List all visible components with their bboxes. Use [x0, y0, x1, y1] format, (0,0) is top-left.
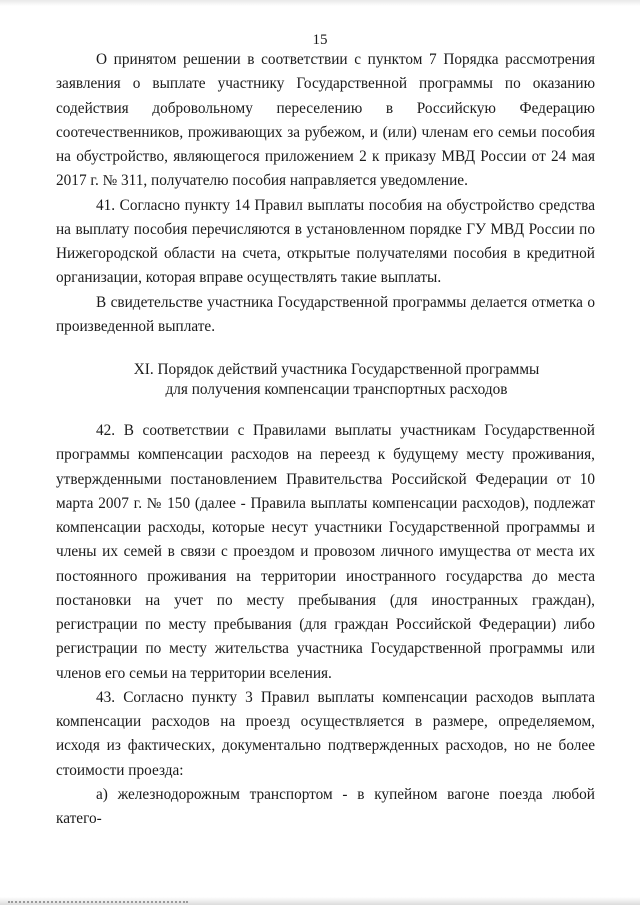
paragraph-certificate-mark: В свидетельстве участника Государственной программы делается отметка о произведенной выплате. — [56, 293, 595, 335]
paragraph-43: 43. Согласно пункту 3 Правил выплаты компенсации расходов выплата компенсации расходов на проезд осуществляется в размере, определяемом, исходя из фактических, документально подтвержденных расходов, но не более стоимости проезда: — [56, 688, 595, 779]
section-heading-line-2: для получения компенсации транспортных расходов — [165, 380, 508, 398]
scan-edge-top — [0, 0, 640, 6]
section-heading — [56, 360, 595, 399]
paragraph-41: 41. Согласно пункту 14 Правил выплаты пособия на обустройство средства на выплату пособия перечисляются в установленном порядке ГУ МВД России по Нижегородской области на счета, открытые получателями пособия в кредитной организации, которая вправе осуществлять такие выплаты. — [56, 196, 595, 287]
scan-artifact — [8, 899, 188, 903]
paragraph-42: 42. В соответствии с Правилами выплаты участникам Государственной программы компенсации расходов на переезд к будущему месту проживания, утвержденными постановлением Правительства Российской Федерации от 10 марта 2007 г. № 150 (далее - Правила выплаты компенсации расходов), подлежат компенсации расходы, которые несут участники Государственной программы и члены их семей в связи с проездом и провозом личного имущества от места их постоянного проживания на территории иностранного государства до места постановки на учет по месту пребывания (для иностранных граждан), регистрации по месту пребывания (для граждан Российской Федерации) либо регистрации по месту жительства участника Государственной программы или членов его семьи на территории вселения. — [56, 422, 595, 682]
paragraph-notification: О принятом решении в соответствии с пунктом 7 Порядка рассмотрения заявления о выплате участнику Государственной программы по оказанию содействия добровольному переселению в Российскую Федерацию соотечественников, проживающих за рубежом, и (или) членам его семьи пособия на обустройство, являющегося приложением 2 к приказу МВД России от 24 мая 2017 г. № 311, получателю пособия направляется уведомление. — [56, 51, 595, 190]
page-number: 15 — [312, 32, 328, 48]
paragraph-43a: а) железнодорожным транспортом - в купейном вагоне поезда любой катего- — [56, 785, 595, 827]
section-heading-line-1: XI. Порядок действий участника Государственной программы — [133, 361, 540, 378]
document-body — [56, 48, 595, 831]
